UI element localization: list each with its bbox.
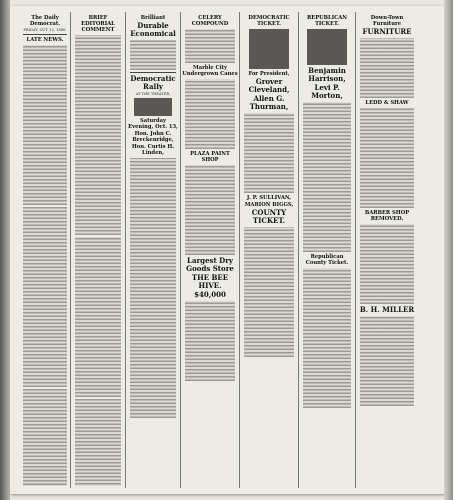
text-block [75, 35, 121, 235]
column-ads-middle [182, 14, 238, 486]
ticket-heading: REPUBLICAN TICKET. [306, 15, 348, 27]
column-rule [180, 12, 181, 488]
ticket-heading: DEMOCRATIC TICKET. [248, 15, 290, 27]
candidate-president: Benjamin Harrison, [308, 66, 346, 83]
text-block [130, 158, 176, 418]
ad-miller: B. H. MILLER [359, 305, 415, 314]
cannon-illustration [134, 98, 172, 116]
column-opinion [72, 14, 124, 486]
candidate-president: Grover Cleveland, [248, 77, 290, 94]
text-block [23, 389, 67, 486]
text-block [75, 237, 121, 397]
column-rule [355, 12, 356, 488]
ad-furniture: FURNITURE [362, 27, 412, 36]
section-heading: LATE NEWS. [26, 37, 64, 44]
candidate-local-2: MARION BIGGS, [244, 202, 294, 208]
candidate-local-1: J. P. SULLIVAN, [246, 195, 292, 201]
ad-headline: Durable Economical [130, 21, 176, 38]
dateline: FRIDAY, OCT. 12, 1888. [23, 28, 67, 32]
text-block [23, 45, 67, 205]
speaker-1: Hon. John C. Breckenridge, [132, 131, 174, 144]
ad-amount: $40,000 [194, 290, 226, 299]
column-rule [239, 12, 240, 488]
ad-furniture-store: Down-Town Furniture [370, 15, 404, 27]
ad-dry-goods: Largest Dry Goods Store [186, 256, 234, 273]
county-ticket: COUNTY TICKET. [251, 208, 287, 225]
ad-bee-hive: THE BEE HIVE. [191, 273, 229, 290]
ad-barber-shop: BARBER SHOP REMOVED. [364, 210, 410, 222]
page-edge [444, 0, 453, 500]
ad-ledd-shaw: LEDD & SHAW [365, 100, 409, 106]
masthead: The Daily Democrat. [29, 15, 61, 27]
column-rule [125, 12, 126, 488]
rooster-illustration [249, 29, 289, 69]
rally-headline: Democratic Rally [130, 74, 176, 91]
column-democratic-ticket [241, 14, 297, 486]
column-ads-right [357, 14, 417, 486]
ad-plaza-shop: PLAZA PAINT SHOP [190, 151, 230, 163]
candidate-vice-president: Allen G. Thurman, [249, 94, 289, 111]
column-republican-ticket [300, 14, 354, 486]
column-rule [298, 12, 299, 488]
rally-date: Saturday Evening, Oct. 13, [128, 118, 178, 131]
candidate-vice-president: Levi P. Morton, [311, 83, 343, 100]
column-rule [70, 12, 71, 488]
eagle-illustration [307, 29, 347, 65]
rally-sub: AT THE THEATER, [135, 92, 171, 96]
ad-celery: CELERY COMPOUND [191, 15, 229, 27]
ad-headline: Brilliant [140, 15, 166, 21]
county-ticket: Republican County Ticket. [305, 254, 349, 266]
newspaper-page [10, 6, 444, 494]
column-heading: BRIEF EDITORIAL COMMENT [81, 15, 115, 33]
text-block [23, 207, 67, 387]
speaker-2: Hon. Curtis H. Linden, [131, 144, 175, 157]
binding-spine [0, 0, 10, 500]
column-news [20, 14, 70, 486]
ad-plaza: Marble City Undergrown Canes [182, 65, 238, 77]
text-block [75, 399, 121, 486]
column-ads-left [127, 14, 179, 486]
president-label: For President, [248, 71, 290, 77]
